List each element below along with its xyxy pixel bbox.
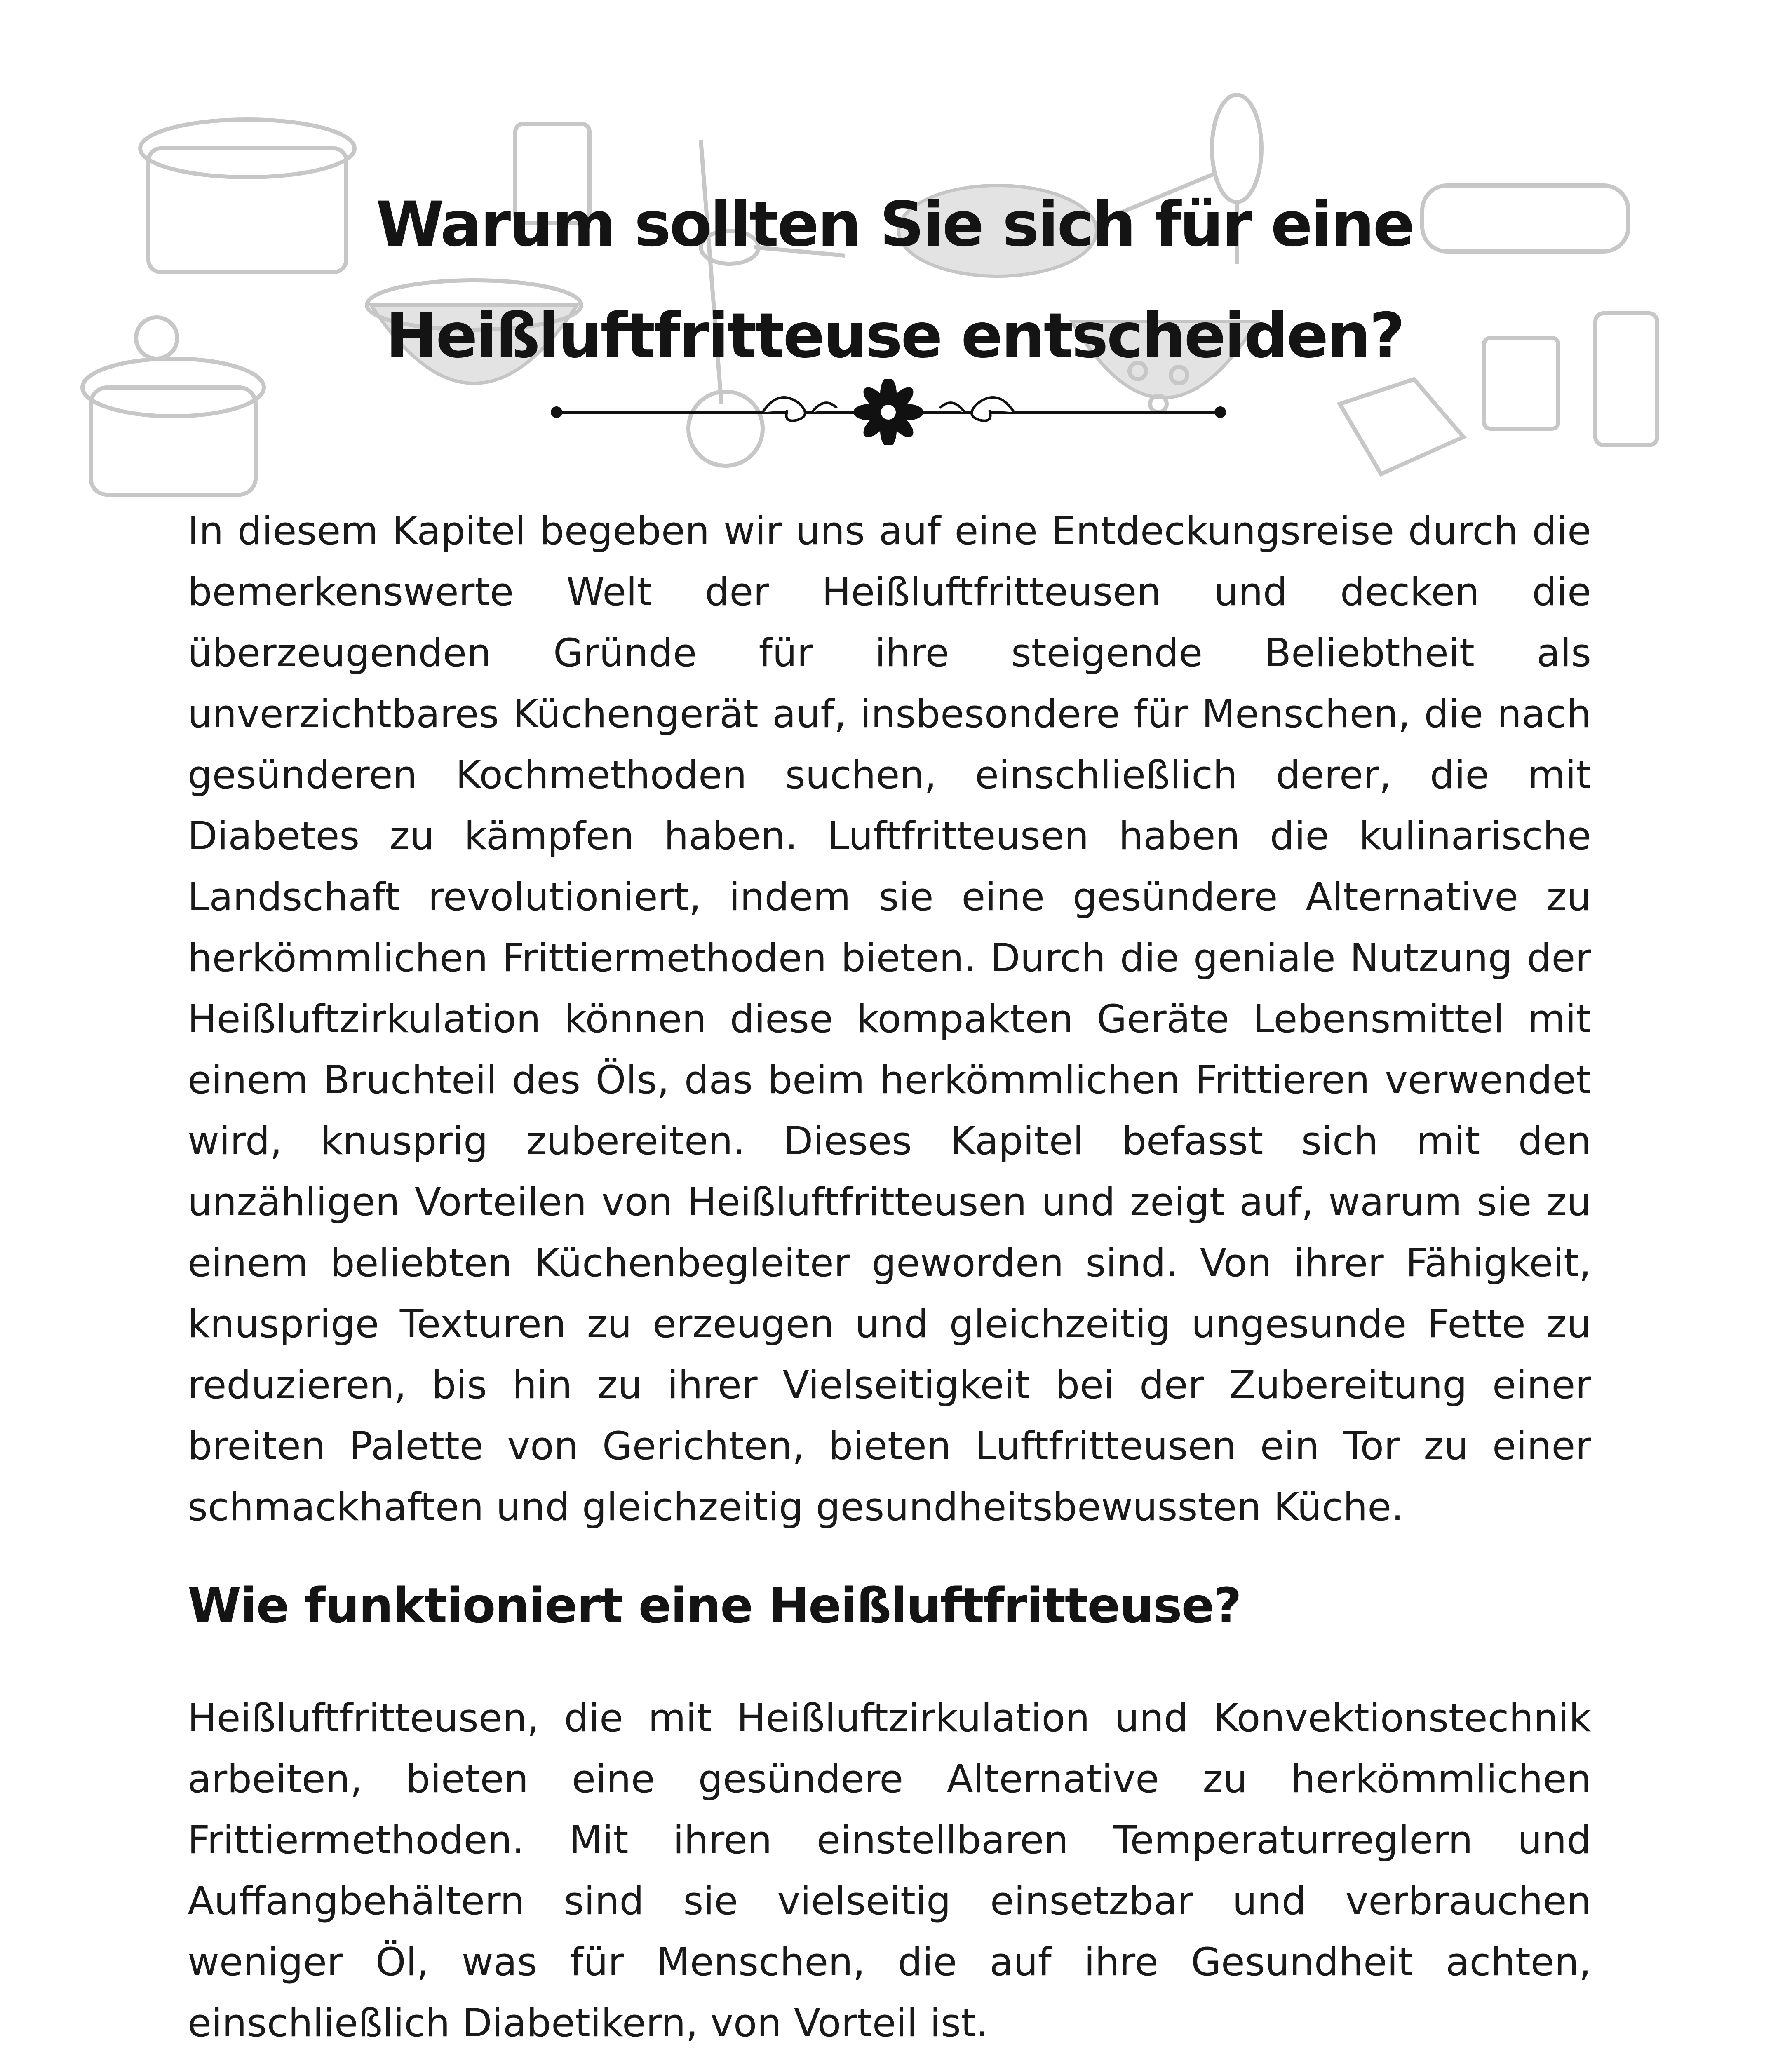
- oven-mitt-icon: [1340, 379, 1463, 474]
- section-heading: Wie funktioniert eine Heißluftfritteuse?: [188, 1577, 1241, 1634]
- flourish-divider-icon: [548, 379, 1228, 445]
- intro-paragraph: In diesem Kapitel begeben wir uns auf eine Entdeckungsreise durch die bemerkenswerte Welt der Heißluftfritteusen und decken die überzeugenden Gründe für ihre steigende Beliebtheit als unverzichtbares Küchengerät auf, insbesondere für Menschen, die nach gesünderen Kochmethoden suchen, einschließlich derer, die mit Diabetes zu kämpfen haben. Luftfritteusen haben die kulinarische Landschaft revolutioniert, indem sie eine gesündere Alternative zu herkömmlichen Frittiermethoden bieten. Durch die geniale Nutzung der Heißluftzirkulation können diese kompakten Geräte Lebensmittel mit einem Bruchteil des Öls, das beim herkömmlichen Frittieren verwendet wird, knusprig zubereiten. Dieses Kapitel befasst sich mit den unzähligen Vorteilen von Heißluftfritteusen und zeigt auf, warum sie zu einem beliebten Küchenbegleiter geworden sind. Von ihrer Fähigkeit, knusprige Texturen zu erzeugen und gleichzeitig ungesunde Fette zu reduzieren, bis hin zu ihrer Vielseitigkeit bei der Zubereitung einer breiten Palette von Gerichten, bieten Luftfritteusen ein Tor zu einer schmackhaften und gleichzeitig gesundheitsbewussten Küche.: [188, 509, 1591, 1530]
- flower-ornament-icon: [853, 379, 923, 445]
- section-paragraph: Heißluftfritteusen, die mit Heißluftzirkulation und Konvektionstechnik arbeiten, bieten eine gesündere Alternative zu herkömmlichen Frittiermethoden. Mit ihren einstellbaren Temperaturreglern und Auffangbehältern sind sie vielseitig einsetzbar und verbrauchen weniger Öl, was für Menschen, die auf ihre Gesundheit achten, einschließlich Diabetikern, von Vorteil ist.: [188, 1696, 1591, 2046]
- page-title: Warum sollten Sie sich für eine Heißluftfritteuse entscheiden?: [376, 189, 1414, 372]
